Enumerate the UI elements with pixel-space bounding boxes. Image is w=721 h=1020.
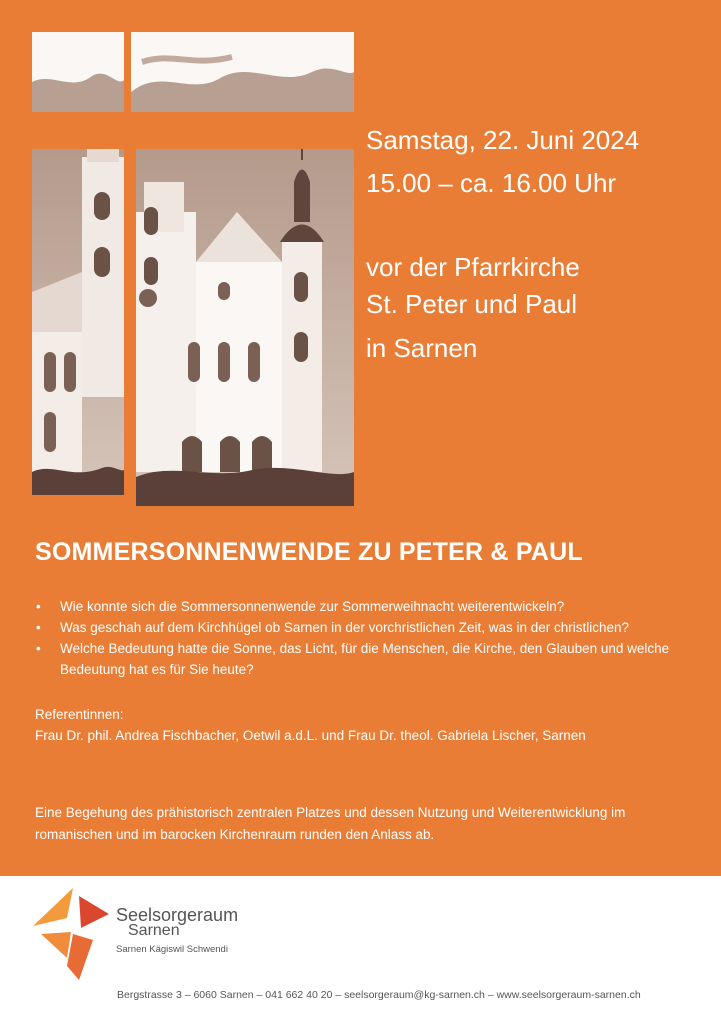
church-photo: [32, 32, 354, 506]
event-location-line2: St. Peter und Paul: [366, 289, 578, 319]
event-location-line3: in Sarnen: [366, 333, 478, 363]
list-item: • Was geschah auf dem Kirchhügel ob Sarnen in der vorchristlichen Zeit, was in der christlichen?: [36, 617, 686, 638]
event-date: Samstag, 22. Juni 2024: [366, 125, 640, 155]
list-item: • Welche Bedeutung hatte die Sonne, das Licht, für die Menschen, die Kirche, den Glauben und welche Bedeutung hat es für Sie heute?: [36, 638, 686, 680]
footer-contact: Bergstrasse 3 – 6060 Sarnen – 041 662 40 20 – seelsorgeraum@kg-sarnen.ch – www.seelsorgeraum-sarnen.ch: [117, 989, 641, 1001]
speakers-label: Referentinnen:: [35, 707, 124, 722]
question-list: [36, 596, 686, 680]
event-description: Eine Begehung des prähistorisch zentralen Platzes und dessen Nutzung und Weiterentwicklung im romanischen und im barocken Kirchenraum runden den Anlass ab.: [35, 805, 626, 842]
event-time: 15.00 – ca. 16.00 Uhr: [366, 168, 617, 198]
logo-subtitle: Sarnen Kägiswil Schwendi: [116, 944, 228, 955]
logo-name-line2: Sarnen: [128, 922, 180, 939]
event-title: SOMMERSONNENWENDE ZU PETER & PAUL: [35, 538, 583, 566]
speakers-names: Frau Dr. phil. Andrea Fischbacher, Oetwil a.d.L. und Frau Dr. theol. Gabriela Lischer, Sarnen: [35, 728, 586, 743]
event-location-line1: vor der Pfarrkirche: [366, 252, 580, 282]
seelsorgeraum-logo-icon: [33, 888, 113, 980]
logo-name-line1: Seelsorgeraum: [116, 905, 239, 925]
list-item: • Wie konnte sich die Sommersonnenwende zur Sommerweihnacht weiterentwickeln?: [36, 596, 686, 617]
